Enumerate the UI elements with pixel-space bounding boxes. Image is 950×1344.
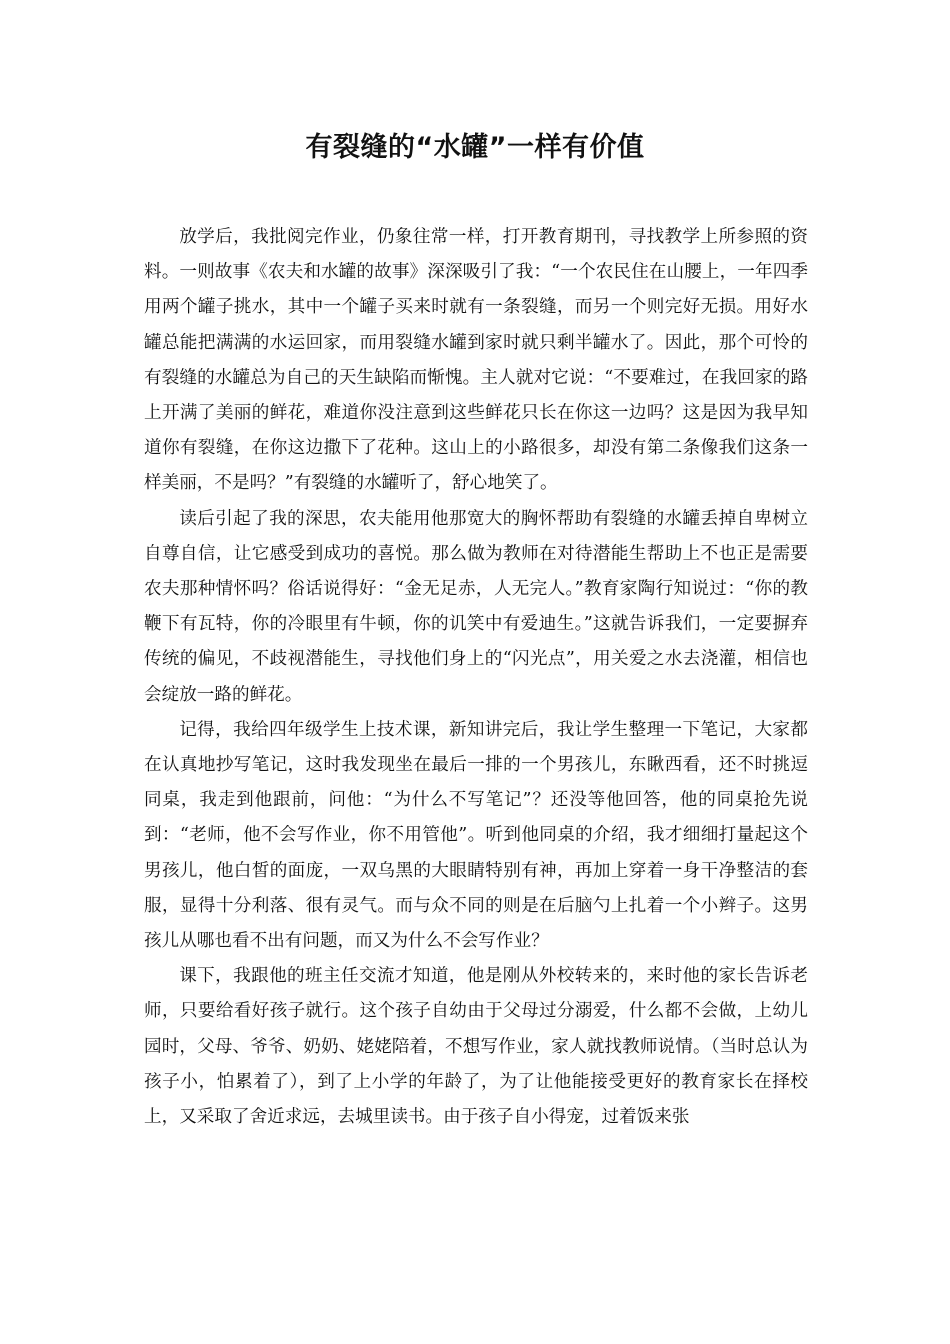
paragraph-4: 课下，我跟他的班主任交流才知道，他是刚从外校转来的，来时他的家长告诉老师，只要给看好孩子就行。这个孩子自幼由于父母过分溺爱，什么都不会做，上幼儿园时，父母、爷爷、奶奶、姥姥陪着，不想写作业，家人就找教师说情。（当时总认为孩子小，怕累着了），到了上小学的年龄了，为了让他能接受更好的教育家长在择校上，又采取了舍近求远，去城里读书。由于孩子自小得宠，过着饭来张	[144, 966, 808, 1128]
paragraph-2: 读后引起了我的深思，农夫能用他那宽大的胸怀帮助有裂缝的水罐丢掉自卑树立自尊自信，让它感受到成功的喜悦。那么做为教师在对待潜能生帮助上不也正是需要农夫那种情怀吗？俗话说得好：“金无足赤，人无完人。”教育家陶行知说过：“你的教鞭下有瓦特，你的冷眼里有牛顿，你的讥笑中有爱迪生。”这就告诉我们，一定要摒弃传统的偏见，不歧视潜能生，寻找他们身上的“闪光点”，用关爱之水去浇灌，相信也会绽放一路的鲜花。	[144, 508, 808, 705]
document-title: 有裂缝的“水罐”一样有价值	[305, 132, 645, 163]
document-body	[144, 220, 808, 1135]
paragraph-1: 放学后，我批阅完作业，仍象往常一样，打开教育期刊，寻找教学上所参照的资料。一则故事《农夫和水罐的故事》深深吸引了我：“一个农民住在山腰上，一年四季用两个罐子挑水，其中一个罐子买来时就有一条裂缝，而另一个则完好无损。用好水罐总能把满满的水运回家，而用裂缝水罐到家时就只剩半罐水了。因此，那个可怜的有裂缝的水罐总为自己的天生缺陷而惭愧。主人就对它说：“不要难过，在我回家的路上开满了美丽的鲜花，难道你没注意到这些鲜花只长在你这一边吗？这是因为我早知道你有裂缝，在你这边撒下了花种。这山上的小路很多，却没有第二条像我们这条一样美丽，不是吗？”有裂缝的水罐听了，舒心地笑了。	[144, 227, 808, 494]
paragraph-3: 记得，我给四年级学生上技术课，新知讲完后，我让学生整理一下笔记，大家都在认真地抄写笔记，这时我发现坐在最后一排的一个男孩儿，东瞅西看，还不时挑逗同桌，我走到他跟前，问他：“为什么不写笔记”？还没等他回答，他的同桌抢先说到：“老师，他不会写作业，你不用管他”。听到他同桌的介绍，我才细细打量起这个男孩儿，他白皙的面庞，一双乌黑的大眼睛特别有神，再加上穿着一身干净整洁的套服，显得十分利落、很有灵气。而与众不同的则是在后脑勺上扎着一个小辫子。这男孩儿从哪也看不出有问题，而又为什么不会写作业？	[144, 719, 808, 952]
